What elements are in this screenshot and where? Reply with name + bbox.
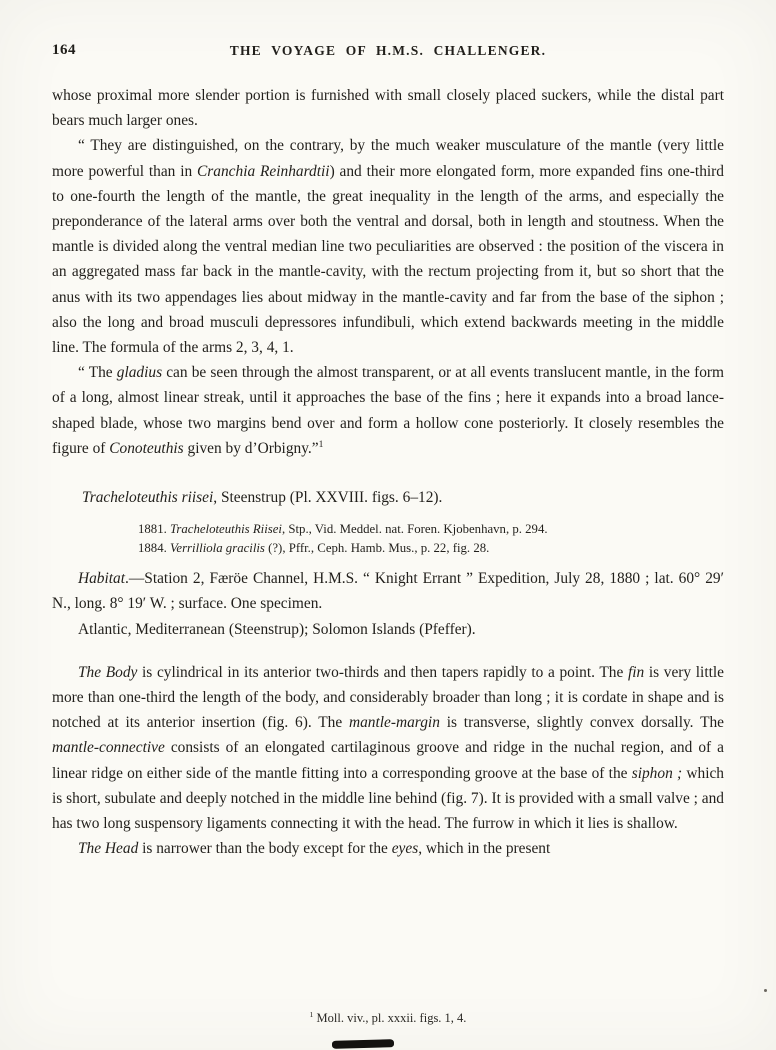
footnote: $^1$ Moll. viv., pl. xxxii. figs. 1, 4. [309, 1009, 467, 1025]
scan-artifact-dot [764, 989, 767, 992]
paragraph-quote-distinguished: “ They are distinguished, on the contrary, by the much weaker musculature of the mantle (very little more powerful than in Cranchia Reinhardtii) and their more elongated form, more expanded fins one-third to one-fourth the length of the mantle, the great inequality in the length of the arms, and especially the preponderance of the lateral arms over both the ventral and dorsal, both in length and stoutness. When the mantle is divided along the ventral median line two peculiarities are observed : the position of the viscera in an aggregated mass far back in the mantle-cavity, with the rectum projecting from it, but so short that the anus with its two appendages lies about midway in the mantle-cavity and far from the base of the siphon ; also the long and broad musculi depressores infundibuli, which extend backwards meeting in the middle line. The formula of the arms 2, 3, 4, 1. [52, 137, 724, 357]
paragraph-head-description: The Head is narrower than the body except for the eyes, which in the present [78, 840, 551, 858]
citation-line-1881: 1881. Tracheloteuthis Riisei, Stp., Vid. Meddel. nat. Foren. Kjobenhavn, p. 294. [138, 522, 548, 537]
paragraph-suckers-continuation: whose proximal more slender portion is furnished with small closely placed suckers, while the distal part bears much larger ones. [52, 87, 724, 130]
page-number: 164 [52, 42, 76, 58]
paragraph-quote-gladius: “ The gladius can be seen through the almost transparent, or at all events translucent mantle, in the form of a long, almost linear streak, until it approaches the base of the fins ; here it expands into a broad lance-shaped blade, whose two margins bend over and form a hollow cone posteriorly. It closely resembles the figure of Conoteuthis given by d’Orbigny.”$^1$ [52, 364, 724, 457]
synonymy-citations [138, 520, 724, 558]
scan-artifact-mark [332, 1039, 394, 1049]
paragraph-distribution: Atlantic, Mediterranean (Steenstrup); Solomon Islands (Pfeffer). [78, 620, 476, 638]
paragraph-body-description: The Body is cylindrical in its anterior two-thirds and then tapers rapidly to a point. The fin is very little more than one-third the length of the body, and considerably broader than long ; it is cordate in shape and is notched at its anterior insertion (fig. 6). The mantle-margin is transverse, slightly convex dorsally. The mantle-connective consists of an elongated cartilaginous groove and ridge in the nuchal region, and of a linear ridge on either side of the mantle fitting into a corresponding groove at the base of the siphon ; which is short, subulate and deeply notched in the middle line behind (fig. 7). It is provided with a small valve ; and has two long suspensory ligaments connecting it with the head. The furrow in which it lies is shallow. [52, 663, 724, 833]
species-heading: Tracheloteuthis riisei, Steenstrup (Pl. XXVIII. figs. 6–12). [82, 489, 443, 507]
page-header [52, 42, 724, 62]
paragraph-habitat: Habitat.—Station 2, Færöe Channel, H.M.S. “ Knight Errant ” Expedition, July 28, 1880 ; lat. 60° 29′ N., long. 8° 19′ W. ; surface. One specimen. [52, 570, 724, 613]
citation-line-1884: 1884. Verrilliola gracilis (?), Pffr., Ceph. Hamb. Mus., p. 22, fig. 28. [138, 541, 490, 556]
running-title: THE VOYAGE OF H.M.S. CHALLENGER. [229, 43, 547, 58]
